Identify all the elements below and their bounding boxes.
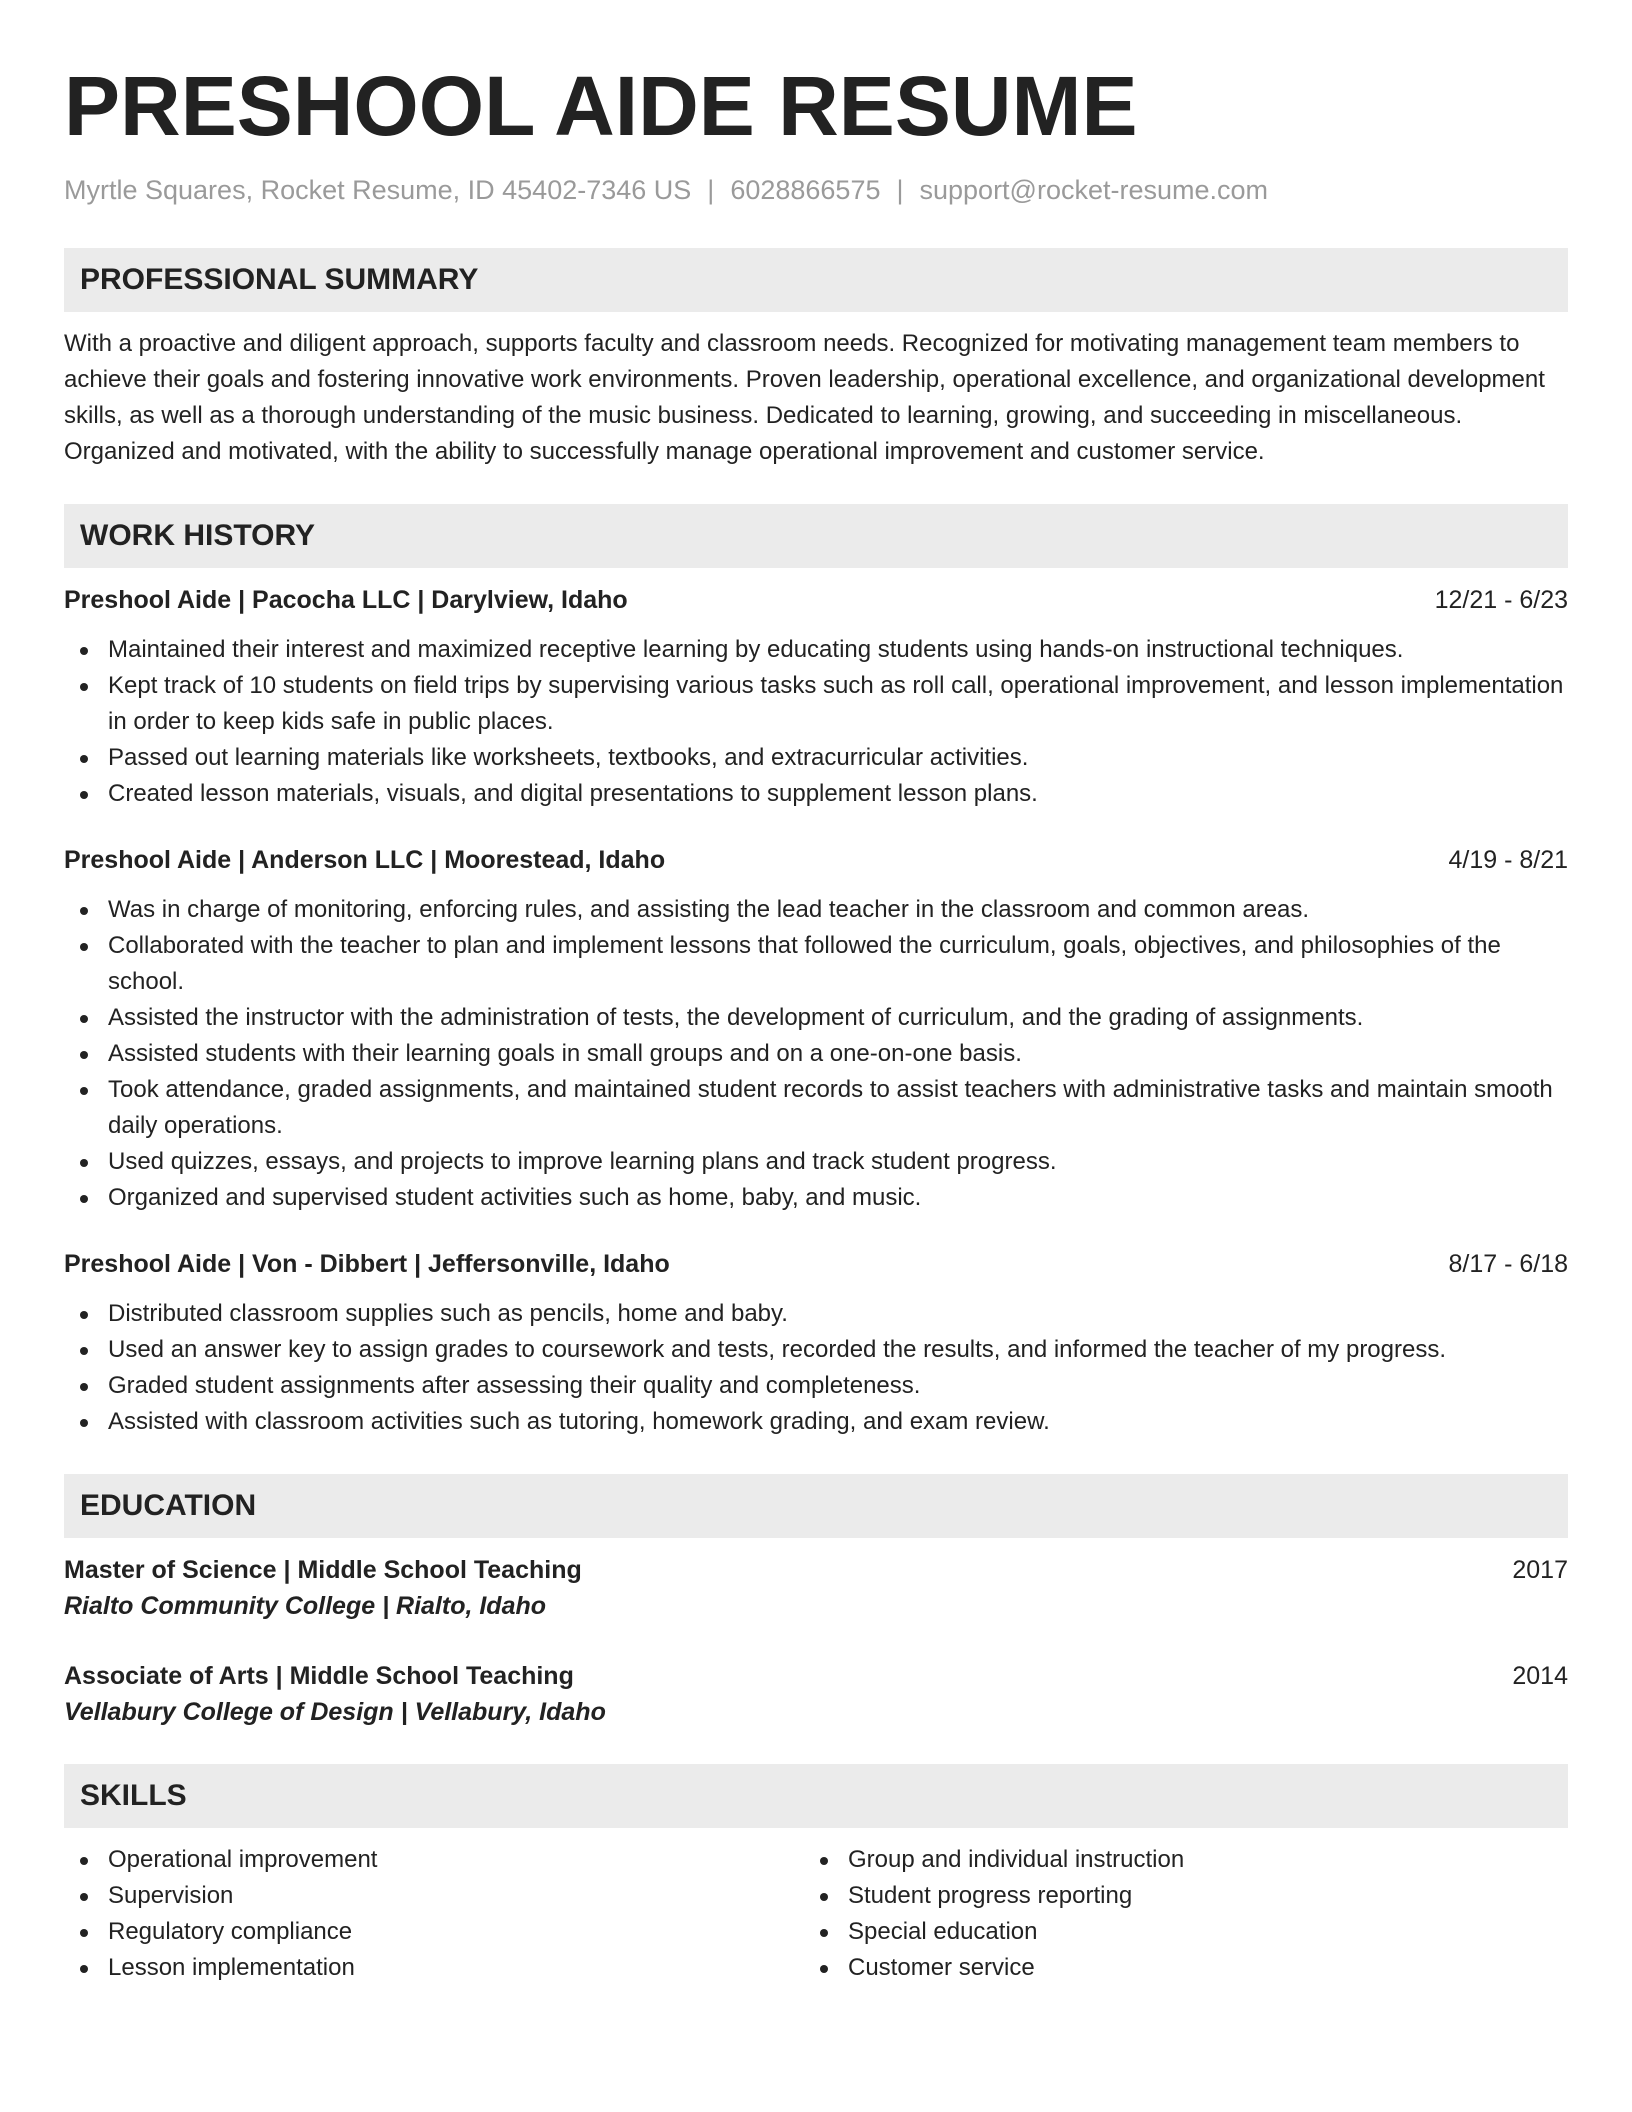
duty-item: Graded student assignments after assessing their quality and completeness. [64,1368,1568,1404]
job-entry [64,1246,1568,1440]
skill-item: Lesson implementation [64,1950,804,1986]
education-header [64,1552,1568,1588]
duty-item: Assisted the instructor with the administration of tests, the development of curriculum, and the grading of assignments. [64,1000,1568,1036]
job-entry [64,582,1568,812]
skills-column-right [804,1842,1544,1986]
job-dates: 8/17 - 6/18 [1448,1250,1568,1278]
duty-item: Took attendance, graded assignments, and maintained student records to assist teachers with administrative tasks and maintain smooth daily operations. [64,1072,1568,1144]
job-dates: 4/19 - 8/21 [1448,846,1568,874]
duty-item: Maintained their interest and maximized receptive learning by educating students using hands-on instructional techniques. [64,632,1568,668]
education-entry [64,1658,1568,1730]
skill-item: Supervision [64,1878,804,1914]
contact-separator: | [707,175,715,205]
duty-item: Used quizzes, essays, and projects to improve learning plans and track student progress. [64,1144,1568,1180]
duty-item: Was in charge of monitoring, enforcing rules, and assisting the lead teacher in the classroom and common areas. [64,892,1568,928]
job-header [64,1246,1568,1282]
education-entry [64,1552,1568,1624]
duty-item: Distributed classroom supplies such as pencils, home and baby. [64,1296,1568,1332]
summary-heading: PROFESSIONAL SUMMARY [64,248,1568,312]
job-dates: 12/21 - 6/23 [1434,586,1568,614]
skill-item: Regulatory compliance [64,1914,804,1950]
job-title: Preshool Aide | Von - Dibbert | Jeffersonville, Idaho [64,1250,670,1278]
duty-item: Kept track of 10 students on field trips by supervising various tasks such as roll call, operational improvement, and lesson implementation in order to keep kids safe in public places. [64,668,1568,740]
education-school: Vellabury College of Design | Vellabury, Idaho [64,1698,606,1726]
contact-email: support@rocket-resume.com [919,175,1269,205]
contact-address: Myrtle Squares, Rocket Resume, ID 45402-7346 US [64,175,692,205]
job-header [64,582,1568,618]
skills-column-left [64,1842,804,1986]
summary-text: With a proactive and diligent approach, supports faculty and classroom needs. Recognized for motivating management team members to achieve their goals and fostering innovative work environments. Proven leadership, operational excellence, and organizational development skills, as well as a thorough understanding of the music business. Dedicated to learning, growing, and succeeding in miscellaneous. Organized and motivated, with the ability to successfully manage operational improvement and customer service. [64,330,1545,465]
education-year: 2014 [1512,1662,1568,1690]
skills-heading: SKILLS [64,1764,1568,1828]
education-header [64,1658,1568,1694]
duty-item: Organized and supervised student activities such as home, baby, and music. [64,1180,1568,1216]
skill-item: Operational improvement [64,1842,804,1878]
duty-item: Passed out learning materials like worksheets, textbooks, and extracurricular activities. [64,740,1568,776]
skills-list [64,1842,1568,1986]
education-year: 2017 [1512,1556,1568,1584]
skill-item: Special education [804,1914,1544,1950]
contact-phone: 6028866575 [730,175,881,205]
job-duties [64,632,1568,812]
resume-title: PRESHOOL AIDE RESUME [64,59,1138,153]
skill-item: Group and individual instruction [804,1842,1544,1878]
skill-item: Customer service [804,1950,1544,1986]
duty-item: Created lesson materials, visuals, and digital presentations to supplement lesson plans. [64,776,1568,812]
job-entry [64,842,1568,1216]
education-degree: Master of Science | Middle School Teaching [64,1556,582,1584]
education-school: Rialto Community College | Rialto, Idaho [64,1592,547,1620]
work-history-heading: WORK HISTORY [64,504,1568,568]
duty-item: Used an answer key to assign grades to coursework and tests, recorded the results, and informed the teacher of my progress. [64,1332,1568,1368]
duty-item: Assisted students with their learning goals in small groups and on a one-on-one basis. [64,1036,1568,1072]
contact-separator: | [896,175,904,205]
skill-item: Student progress reporting [804,1878,1544,1914]
duty-item: Collaborated with the teacher to plan and implement lessons that followed the curriculum, goals, objectives, and philosophies of the school. [64,928,1568,1000]
job-duties [64,892,1568,1216]
job-title: Preshool Aide | Pacocha LLC | Darylview, Idaho [64,586,628,614]
contact-line [64,172,1568,208]
job-title: Preshool Aide | Anderson LLC | Moorestead, Idaho [64,846,666,874]
education-heading: EDUCATION [64,1474,1568,1538]
job-duties [64,1296,1568,1440]
job-header [64,842,1568,878]
education-degree: Associate of Arts | Middle School Teaching [64,1662,574,1690]
duty-item: Assisted with classroom activities such as tutoring, homework grading, and exam review. [64,1404,1568,1440]
